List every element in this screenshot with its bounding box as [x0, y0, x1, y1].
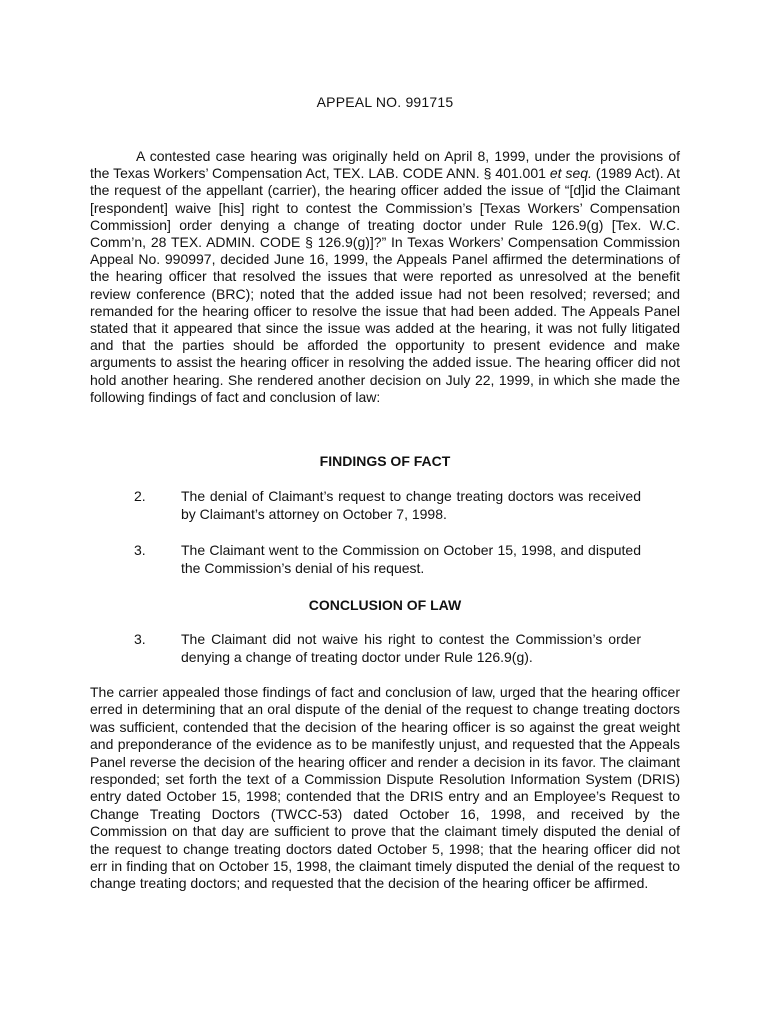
conclusion-heading: CONCLUSION OF LAW — [308, 597, 462, 613]
finding-text: The denial of Claimant’s request to change treating doctors was received by Claimant’s attorney on October 7, 1998. — [181, 488, 641, 522]
finding-number: 2. — [134, 488, 146, 504]
intro-text-italic: et seq. — [549, 165, 592, 182]
finding-number: 3. — [134, 542, 146, 558]
intro-paragraph — [90, 148, 680, 406]
intro-text-part2: (1989 Act). At the request of the appellant (carrier), the hearing officer added the issue of “[d]id the Claimant [respondent] waive [his] right to contest the Commission’s [Texas Workers’ Compensation Commission] order denying a change of treating doctor under Rule 126.9(g) [Tex. W.C. Comm’n, 28 TEX. ADMIN. CODE § 126.9(g)]?” In Texas Workers’ Compensation Commission Appeal No. 990997, decided June 16, 1999, the Appeals Panel affirmed the determinations of the hearing officer that resolved the issues that were reported as unresolved at the benefit review conference (BRC); noted that the added issue had not been resolved; reversed; and remanded for the hearing officer to resolve the issue that had been added. The Appeals Panel stated that it appeared that since the issue was added at the hearing, it was not fully litigated and that the parties should be afforded the opportunity to present evidence and make arguments to assist the hearing officer in resolving the added issue. The hearing officer did not hold another hearing. She rendered another decision on July 22, 1999, in which she made the following findings of fact and conclusion of law: — [90, 165, 681, 405]
closing-paragraph: The carrier appealed those findings of fact and conclusion of law, urged that the hearing officer erred in determining that an oral dispute of the denial of the request to change treating doctors was sufficient, contended that the decision of the hearing officer is so against the great weight and preponderance of the evidence as to be manifestly unjust, and requested that the Appeals Panel reverse the decision of the hearing officer and render a decision in its favor. The claimant responded; set forth the text of a Commission Dispute Resolution Information System (DRIS) entry dated October 15, 1998; contended that the DRIS entry and an Employee’s Request to Change Treating Doctors (TWCC-53) dated October 16, 1998, and received by the Commission on that day are sufficient to prove that the claimant timely disputed the denial of the request to change treating doctors dated October 5, 1998; that the hearing officer did not err in finding that on October 15, 1998, the claimant timely disputed the denial of the request to change treating doctors; and requested that the decision of the hearing officer be affirmed. — [90, 684, 680, 892]
finding-item — [134, 487, 654, 523]
conclusion-text: The Claimant did not waive his right to contest the Commission’s order denying a change of treating doctor under Rule 126.9(g). — [181, 631, 641, 665]
finding-text: The Claimant went to the Commission on October 15, 1998, and disputed the Commission’s denial of his request. — [181, 542, 641, 576]
document-title: APPEAL NO. 991715 — [316, 94, 454, 110]
conclusion-number: 3. — [134, 631, 146, 647]
finding-item — [134, 541, 654, 577]
conclusion-item — [134, 630, 654, 666]
findings-heading: FINDINGS OF FACT — [319, 453, 451, 469]
intro-text-part1: A contested case hearing was originally held on April 8, 1999, under the provisions of the Texas Workers’ Compensation Act, TEX. LAB. CODE ANN. § 401.001 — [90, 148, 680, 182]
